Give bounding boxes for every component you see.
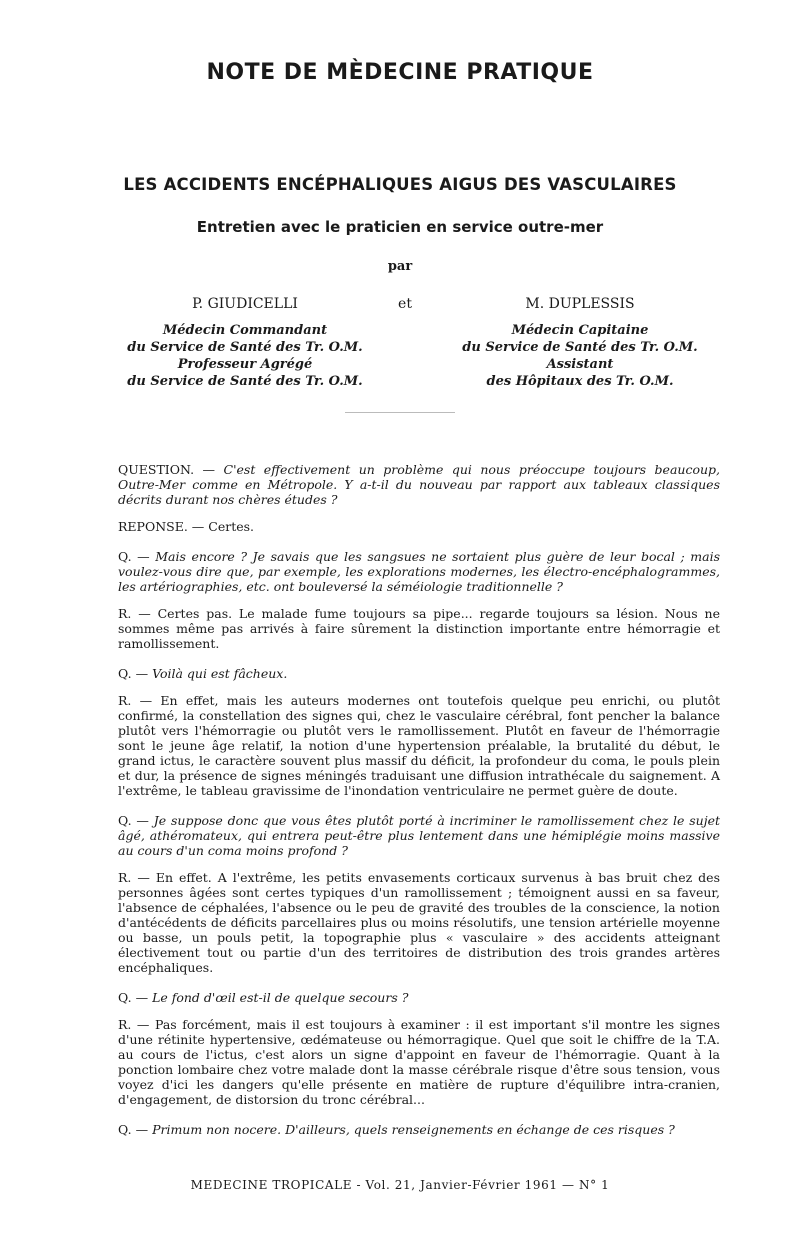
dialogue-question — [118, 666, 720, 681]
dialogue-text: Certes pas. Le malade fume toujours sa pipe... regarde toujours sa lésion. Nous ne sommes même pas arrivés à faire sûrement la distinction importante entre hémorragie et ramollissement. — [118, 606, 720, 651]
dialogue-answer — [118, 519, 720, 534]
dialogue-text: Le fond d'œil est-il de quelque secours ? — [152, 990, 409, 1005]
dialogue-text: Primum non nocere. D'ailleurs, quels renseignements en échange de ces risques ? — [152, 1122, 675, 1137]
dialogue-text: Voilà qui est fâcheux. — [152, 666, 288, 681]
dialogue-label: R. — — [118, 606, 151, 621]
dialogue-question — [118, 462, 720, 507]
affiliation-line: du Service de Santé des Tr. O.M. — [462, 340, 698, 355]
separator-rule — [345, 412, 455, 413]
dialogue-question — [118, 990, 720, 1005]
dialogue-label: REPONSE. — — [118, 519, 205, 534]
affiliation-line: du Service de Santé des Tr. O.M. — [127, 340, 363, 355]
affiliation-line: Médecin Commandant — [162, 323, 328, 338]
dialogue-label: R. — — [118, 1017, 150, 1032]
dialogue-label: R. — — [118, 870, 150, 885]
dialogue-label: Q. — — [118, 1122, 149, 1137]
dialogue-text: En effet. A l'extrême, les petits envasements corticaux survenus à bas bruit chez des personnes âgées sont certes typiques d'un ramollissement ; témoignent aussi en sa faveur, l'absence de céphalées, l'absence ou le peu de gravité des troubles de la conscience, la notion d'antécédents de déficits parcellaires plus ou moins résolutifs, une tension artérielle moyenne ou basse, un pouls petit, la topographie plus « vasculaire » des accidents atteignant électivement tout ou partie d'un des territoires de distribution des trois grandes artères encéphaliques. — [118, 870, 720, 975]
affiliation-line: Assistant — [546, 357, 614, 372]
dialogue-question — [118, 1122, 720, 1137]
dialogue-label: R. — — [118, 693, 153, 708]
dialogue-text: Certes. — [208, 519, 255, 534]
affiliation-line: Professeur Agrégé — [177, 357, 313, 372]
dialogue-label: Q. — — [118, 990, 149, 1005]
author-left-affiliation — [95, 322, 395, 390]
dialogue-label: Q. — — [118, 813, 149, 828]
dialogue-answer — [118, 693, 720, 798]
dialogue-label: Q. — — [118, 549, 150, 564]
dialogue-label: QUESTION. — — [118, 462, 216, 477]
dialogue-question — [118, 813, 720, 858]
dialogue-text: C'est effectivement un problème qui nous préoccupe toujours beaucoup, Outre-Mer comme en Métropole. Y a-t-il du nouveau par rapport aux tableaux classiques décrits durant nos chères études ? — [118, 462, 720, 507]
dialogue-answer — [118, 870, 720, 975]
section-rubric: NOTE DE MÈDECINE PRATIQUE — [206, 60, 594, 85]
affiliation-line: Médecin Capitaine — [511, 323, 649, 338]
dialogue-text: Je suppose donc que vous êtes plutôt porté à incriminer le ramollissement chez le sujet âgé, athéromateux, qui entrera peut-être plus lentement dans une hémiplégie moins massive au cours d'un coma moins profond ? — [118, 813, 720, 858]
byline-par: par — [387, 259, 413, 274]
dialogue-text: Mais encore ? Je savais que les sangsues ne sortaient plus guère de leur bocal ; mais voulez-vous dire que, par exemple, les explorations modernes, les électro-encéphalogrammes, les artériographies, etc. ont bouleversé la séméiologie traditionnelle ? — [118, 549, 720, 594]
journal-footer: MEDECINE TROPICALE - Vol. 21, Janvier-Février 1961 — N° 1 — [190, 1178, 610, 1192]
dialogue-question — [118, 549, 720, 594]
dialogue-text: En effet, mais les auteurs modernes ont toutefois quelque peu enrichi, ou plutôt confirmé, la constellation des signes qui, chez le vasculaire cérébral, font pencher la balance plutôt vers l'hémorragie ou plutôt vers le ramollissement. Plutôt en faveur de l'hémorragie sont le jeune âge relatif, la notion d'une hypertension préalable, la brutalité du début, le grand ictus, le caractère souvent plus massif du déficit, la profondeur du coma, le pouls plein et dur, la présence de signes méningés traduisant une diffusion intrathécale du saignement. A l'extrême, le tableau gravissime de l'inondation ventriculaire ne permet guère de doute. — [118, 693, 720, 798]
author-left-name: P. GIUDICELLI — [192, 296, 298, 312]
byline-conjunction: et — [398, 296, 412, 312]
dialogue-label: Q. — — [118, 666, 149, 681]
author-right-name: M. DUPLESSIS — [525, 296, 635, 312]
dialogue-answer — [118, 1017, 720, 1107]
article-title: LES ACCIDENTS ENCÉPHALIQUES AIGUS DES VASCULAIRES — [123, 175, 677, 194]
article-subtitle: Entretien avec le praticien en service outre-mer — [196, 218, 604, 236]
affiliation-line: du Service de Santé des Tr. O.M. — [127, 374, 363, 389]
affiliation-line: des Hôpitaux des Tr. O.M. — [486, 374, 674, 389]
dialogue-text: Pas forcément, mais il est toujours à examiner : il est important s'il montre les signes d'une rétinite hypertensive, œdémateuse ou hémorragique. Quel que soit le chiffre de la T.A. au cours de l'ictus, c'est alors un signe d'appoint en faveur de l'hémorragie. Quant à la ponction lombaire chez votre malade dont la masse cérébrale risque d'être sous tension, vous voyez d'ici les dangers qu'elle présente en matière de rupture d'équilibre intra-cranien, d'engagement, de distorsion du tronc cérébral... — [118, 1017, 720, 1107]
author-right-affiliation — [430, 322, 730, 390]
dialogue-answer — [118, 606, 720, 651]
article-body — [118, 462, 720, 1149]
